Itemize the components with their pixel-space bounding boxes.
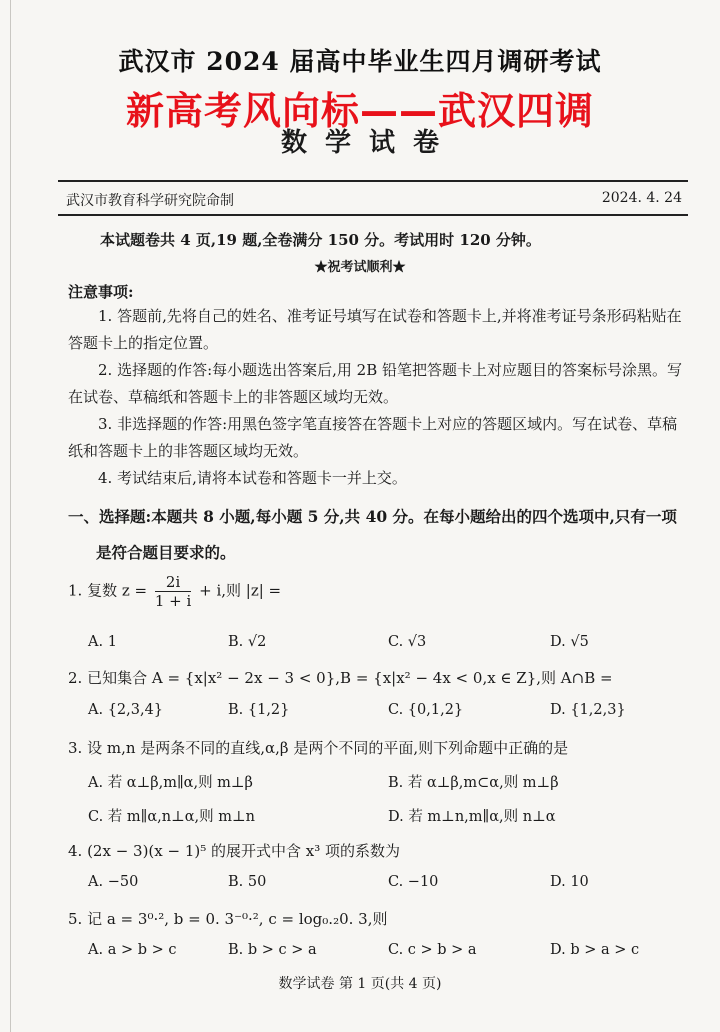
question-3: 3. 设 m,n 是两条不同的直线,α,β 是两个不同的平面,则下列命题中正确的是 xyxy=(68,739,569,757)
header-rule-bottom xyxy=(58,214,688,216)
q3-option-b: B. 若 α⊥β,m⊂α,则 m⊥β xyxy=(388,775,559,791)
q1-option-b: B. √2 xyxy=(228,634,267,650)
header-rule-top xyxy=(58,180,688,182)
page-footer: 数学试卷 第 1 页(共 4 页) xyxy=(278,976,442,992)
q5-option-c: C. c > b > a xyxy=(388,942,477,958)
question-1 xyxy=(68,573,281,610)
q5-option-a: A. a > b > c xyxy=(88,942,177,958)
exam-title: 武汉市 2024 届高中毕业生四月调研考试 xyxy=(118,47,602,76)
exam-intro: 本试题卷共 4 页,19 题,全卷满分 150 分。考试用时 120 分钟。 xyxy=(100,231,541,249)
q4-option-b: B. 50 xyxy=(228,874,267,890)
notice-item-2: 2. 选择题的作答:每小题选出答案后,用 2B 铅笔把答题卡上对应题目的答案标号涂黑。写在试卷、草稿纸和答题卡上的非答题区域均无效。 xyxy=(68,361,683,406)
q1-fraction xyxy=(155,573,191,610)
q2-option-d: D. {1,2,3} xyxy=(550,702,626,718)
q1-stem-pre: 1. 复数 z = xyxy=(68,581,148,600)
notice-item-1: 1. 答题前,先将自己的姓名、准考证号填写在试卷和答题卡上,并将准考证号条形码粘贴在答题卡上的指定位置。 xyxy=(68,307,682,352)
q1-option-d: D. √5 xyxy=(550,634,589,650)
issuer: 武汉市教育科学研究院命制 xyxy=(66,193,234,209)
section-heading-line1: 一、选择题:本题共 8 小题,每小题 5 分,共 40 分。在每小题给出的四个选项中,只有一项 xyxy=(68,507,677,526)
q4-option-d: D. 10 xyxy=(550,874,589,890)
q3-option-c: C. 若 m∥α,n⊥α,则 m⊥n xyxy=(88,809,255,825)
q1-numerator: 2i xyxy=(155,573,191,592)
question-4: 4. (2x − 3)(x − 1)⁵ 的展开式中含 x³ 项的系数为 xyxy=(68,842,401,860)
good-luck-line: ★祝考试顺利★ xyxy=(314,260,406,275)
subject-title: 数学试卷 xyxy=(280,128,457,158)
q1-denominator: 1 + i xyxy=(154,592,192,610)
q4-option-a: A. −50 xyxy=(88,874,139,890)
q1-stem-post: + i,则 |z| = xyxy=(199,581,282,600)
q5-option-d: D. b > a > c xyxy=(550,942,640,958)
q2-option-b: B. {1,2} xyxy=(228,702,290,718)
notice-item-4: 4. 考试结束后,请将本试卷和答题卡一并上交。 xyxy=(98,469,407,487)
section-heading-line2: 是符合题目要求的。 xyxy=(96,543,236,562)
notice-item-3: 3. 非选择题的作答:用黑色签字笔直接答在答题卡上对应的答题区域内。写在试卷、草稿纸和答题卡上的非答题区域均无效。 xyxy=(68,415,678,460)
question-2: 2. 已知集合 A = {x|x² − 2x − 3 < 0},B = {x|x² − 4x < 0,x ∈ Z},则 A∩B = xyxy=(68,669,613,687)
q5-option-b: B. b > c > a xyxy=(228,942,317,958)
q3-option-a: A. 若 α⊥β,m∥α,则 m⊥β xyxy=(88,775,253,791)
question-5: 5. 记 a = 3⁰·², b = 0. 3⁻⁰·², c = log₀.₂0. 3,则 xyxy=(68,910,388,928)
banner-title: 新高考风向标——武汉四调 xyxy=(125,89,594,133)
q4-option-c: C. −10 xyxy=(388,874,439,890)
q1-option-a: A. 1 xyxy=(88,634,117,650)
q3-option-d: D. 若 m⊥n,m∥α,则 n⊥α xyxy=(388,809,556,825)
q2-option-c: C. {0,1,2} xyxy=(388,702,464,718)
q1-option-c: C. √3 xyxy=(388,634,427,650)
notice-title: 注意事项: xyxy=(68,283,134,301)
exam-date: 2024. 4. 24 xyxy=(601,190,682,206)
q2-option-a: A. {2,3,4} xyxy=(88,702,164,718)
